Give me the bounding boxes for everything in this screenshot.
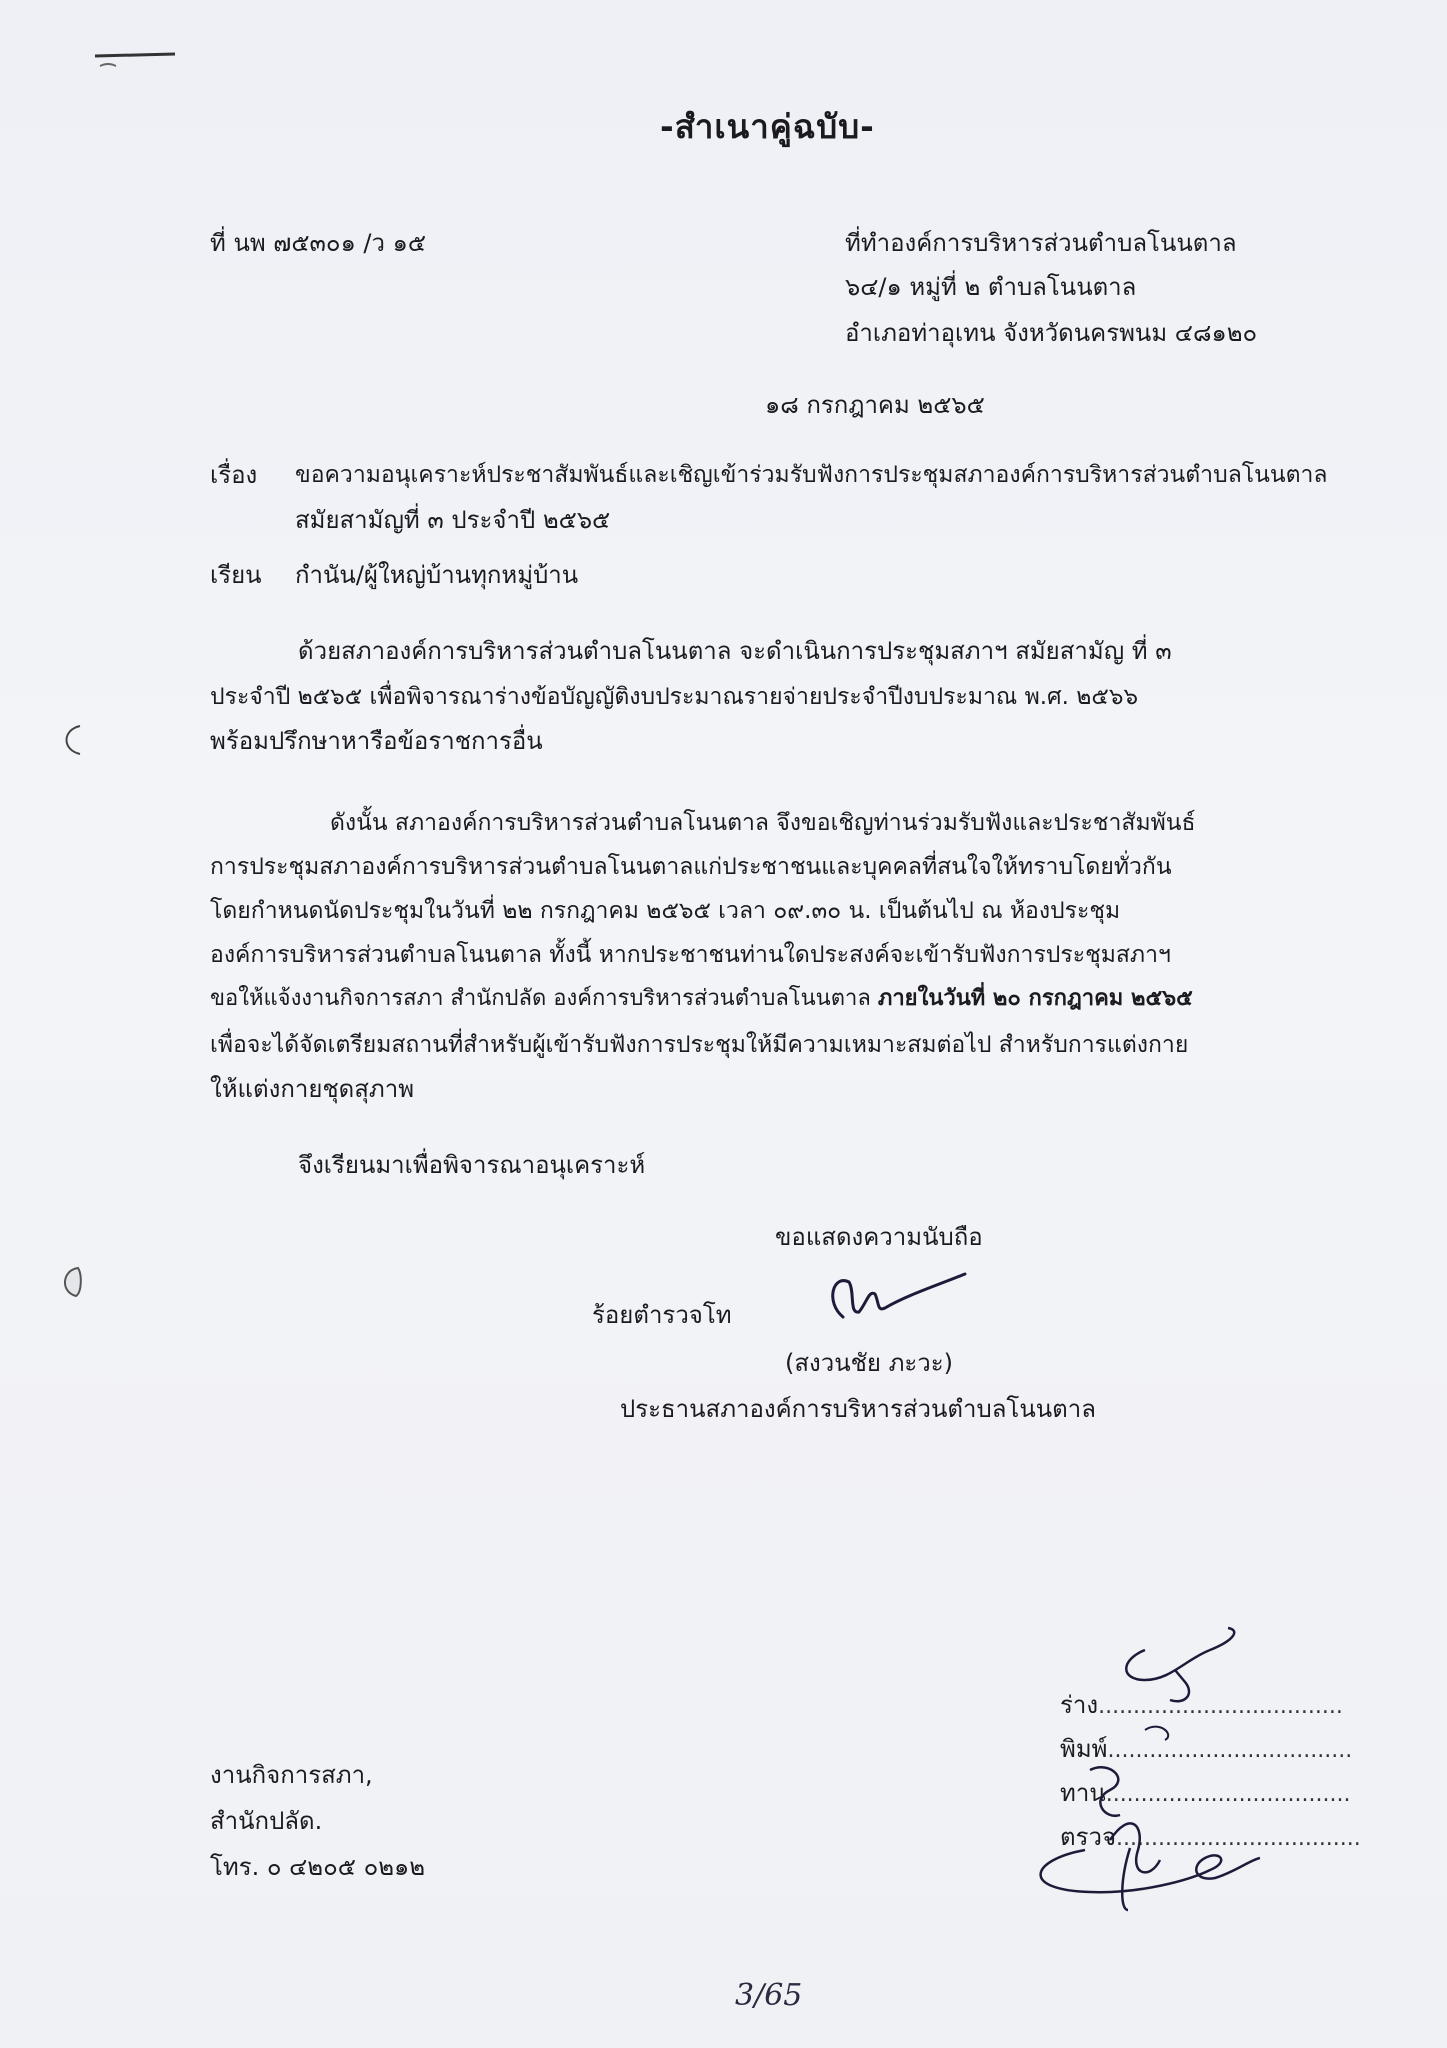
paragraph1-line-3: พร้อมปรึกษาหารือข้อราชการอื่น [210, 727, 543, 755]
address-line-2: ๖๔/๑ หมู่ที่ ๒ ตำบลโนนตาล [845, 273, 1137, 301]
recipient-value: กำนัน/ผู้ใหญ่บ้านทุกหมู่บ้าน [295, 561, 579, 589]
paragraph2-line-3: โดยกำหนดนัดประชุมในวันที่ ๒๒ กรกฎาคม ๒๕๖๕ เวลา ๐๙.๓๐ น. เป็นต้นไป ณ ห้องประชุม [210, 898, 1121, 924]
paragraph2-line-5 [210, 984, 1193, 1014]
approval-row-dots: ................................... [1098, 1694, 1343, 1719]
subject-label: เรื่อง [210, 461, 258, 489]
approval-row-label: ร่าง [1060, 1691, 1099, 1719]
letter-date: ๑๘ กรกฎาคม ๒๕๖๕ [765, 391, 985, 419]
scratch-mark-icon [90, 44, 190, 74]
page-mark: 3/65 [735, 1978, 803, 2013]
signature-scribble [815, 1262, 975, 1342]
approval-row-dots: ................................... [1105, 1782, 1351, 1807]
address-line-3: อำเภอท่าอุเทน จังหวัดนครพนม ๔๘๑๒๐ [845, 319, 1258, 347]
approval-row-label: ตรวจ [1060, 1823, 1117, 1851]
address-line-1: ที่ทำองค์การบริหารส่วนตำบลโนนตาล [845, 229, 1237, 257]
doc-number: ที่ นพ ๗๕๓๐๑ /ว ๑๕ [210, 229, 427, 257]
deadline-emphasis: ภายในวันที่ ๒๐ กรกฎาคม ๒๕๖๕ [877, 986, 1193, 1011]
subject-line-1: ขอความอนุเคราะห์ประชาสัมพันธ์และเชิญเข้าร่วมรับฟังการประชุมสภาองค์การบริหารส่วนตำบลโนนตาล [295, 462, 1328, 488]
closing-request: จึงเรียนมาเพื่อพิจารณาอนุเคราะห์ [298, 1151, 646, 1179]
paragraph1-line-2: ประจำปี ๒๕๖๕ เพื่อพิจารณาร่างข้อบัญญัติงบประมาณรายจ่ายประจำปีงบประมาณ พ.ศ. ๒๕๖๖ [210, 684, 1139, 710]
paragraph2-line-5-text: ขอให้แจ้งงานกิจการสภา สำนักปลัด องค์การบริหารส่วนตำบลโนนตาล [210, 986, 878, 1011]
footer-department: งานกิจการสภา, [210, 1761, 373, 1789]
approval-row-label: พิมพ์ [1060, 1735, 1108, 1763]
punch-hole-icon [52, 1262, 92, 1302]
paragraph1-line-1: ด้วยสภาองค์การบริหารส่วนตำบลโนนตาล จะดำเนินการประชุมสภาฯ สมัยสามัญ ที่ ๓ [298, 637, 1172, 665]
signer-name: (สงวนชัย ภะวะ) [785, 1349, 954, 1377]
approval-row-label: ทาน [1060, 1779, 1106, 1807]
paragraph2-line-7: ให้แต่งกายชุดสุภาพ [210, 1075, 415, 1103]
signer-rank: ร้อยตำรวจโท [592, 1301, 732, 1329]
punch-mark-icon [52, 720, 92, 760]
recipient-label: เรียน [210, 561, 262, 589]
paragraph2-line-6: เพื่อจะได้จัดเตรียมสถานที่สำหรับผู้เข้ารับฟังการประชุมให้มีความเหมาะสมต่อไป สำหรับการแต่งกาย [210, 1032, 1189, 1058]
approval-initials-scribble [970, 1610, 1330, 1910]
paragraph2-line-4: องค์การบริหารส่วนตำบลโนนตาล ทั้งนี้ หากประชาชนท่านใดประสงค์จะเข้ารับฟังการประชุมสภาฯ [210, 942, 1171, 968]
approval-row-dots: ................................... [1116, 1826, 1361, 1851]
paragraph2-line-2: การประชุมสภาองค์การบริหารส่วนตำบลโนนตาลแก่ประชาชนและบุคคลที่สนใจให้ทราบโดยทั่วกัน [210, 854, 1172, 880]
page-title: -สำเนาคู่ฉบับ- [660, 107, 875, 146]
paragraph2-line-1: ดังนั้น สภาองค์การบริหารส่วนตำบลโนนตาล จึงขอเชิญท่านร่วมรับฟังและประชาสัมพันธ์ [330, 810, 1196, 836]
approval-row-dots: ................................... [1107, 1738, 1353, 1763]
footer-office: สำนักปลัด. [210, 1807, 323, 1835]
salutation: ขอแสดงความนับถือ [775, 1223, 983, 1251]
subject-line-2: สมัยสามัญที่ ๓ ประจำปี ๒๕๖๕ [295, 506, 611, 534]
signer-position: ประธานสภาองค์การบริหารส่วนตำบลโนนตาล [620, 1395, 1096, 1423]
footer-phone: โทร. ๐ ๔๒๐๕ ๐๒๑๒ [210, 1853, 426, 1881]
